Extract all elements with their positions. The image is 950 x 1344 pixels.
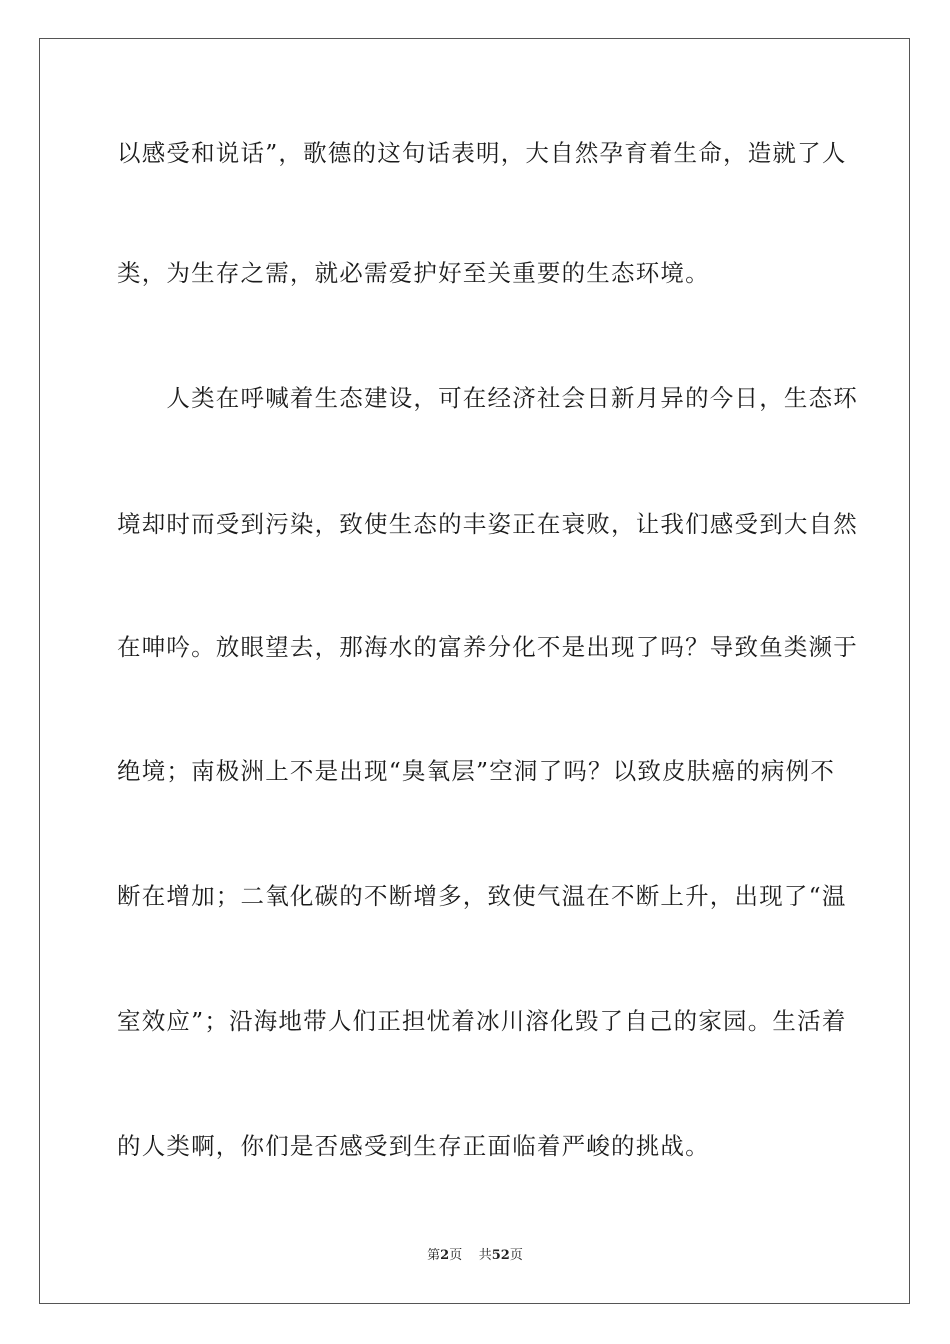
text-line: 人类在呼喊着生态建设，可在经济社会日新月异的今日，生态环 bbox=[117, 384, 858, 412]
text-line: 绝境；南极洲上不是出现“臭氧层”空洞了吗？以致皮肤癌的病例不 bbox=[117, 757, 836, 785]
page-number: 2 bbox=[440, 1248, 450, 1263]
text-line: 在呻吟。放眼望去，那海水的富养分化不是出现了吗？导致鱼类濒于 bbox=[117, 633, 858, 661]
page-border bbox=[39, 38, 910, 1304]
text-line: 室效应”；沿海地带人们正担忧着冰川溶化毁了自己的家园。生活着 bbox=[117, 1007, 847, 1035]
total-pages: 52 bbox=[491, 1248, 510, 1263]
text-line: 以感受和说话”，歌德的这句话表明，大自然孕育着生命，造就了人 bbox=[117, 139, 847, 167]
page-footer bbox=[0, 1247, 950, 1265]
text-line: 断在增加；二氧化碳的不断增多，致使气温在不断上升，出现了“温 bbox=[117, 882, 847, 910]
text-line: 类，为生存之需，就必需爱护好至关重要的生态环境。 bbox=[117, 259, 710, 287]
total-suffix: 页 bbox=[509, 1248, 523, 1263]
text-line: 的人类啊，你们是否感受到生存正面临着严峻的挑战。 bbox=[117, 1132, 710, 1160]
page-prefix: 第 bbox=[427, 1248, 441, 1263]
text-line: 境却时而受到污染，致使生态的丰姿正在衰败，让我们感受到大自然 bbox=[117, 510, 858, 538]
page-suffix: 页 bbox=[449, 1248, 463, 1263]
total-prefix: 共 bbox=[478, 1248, 492, 1263]
